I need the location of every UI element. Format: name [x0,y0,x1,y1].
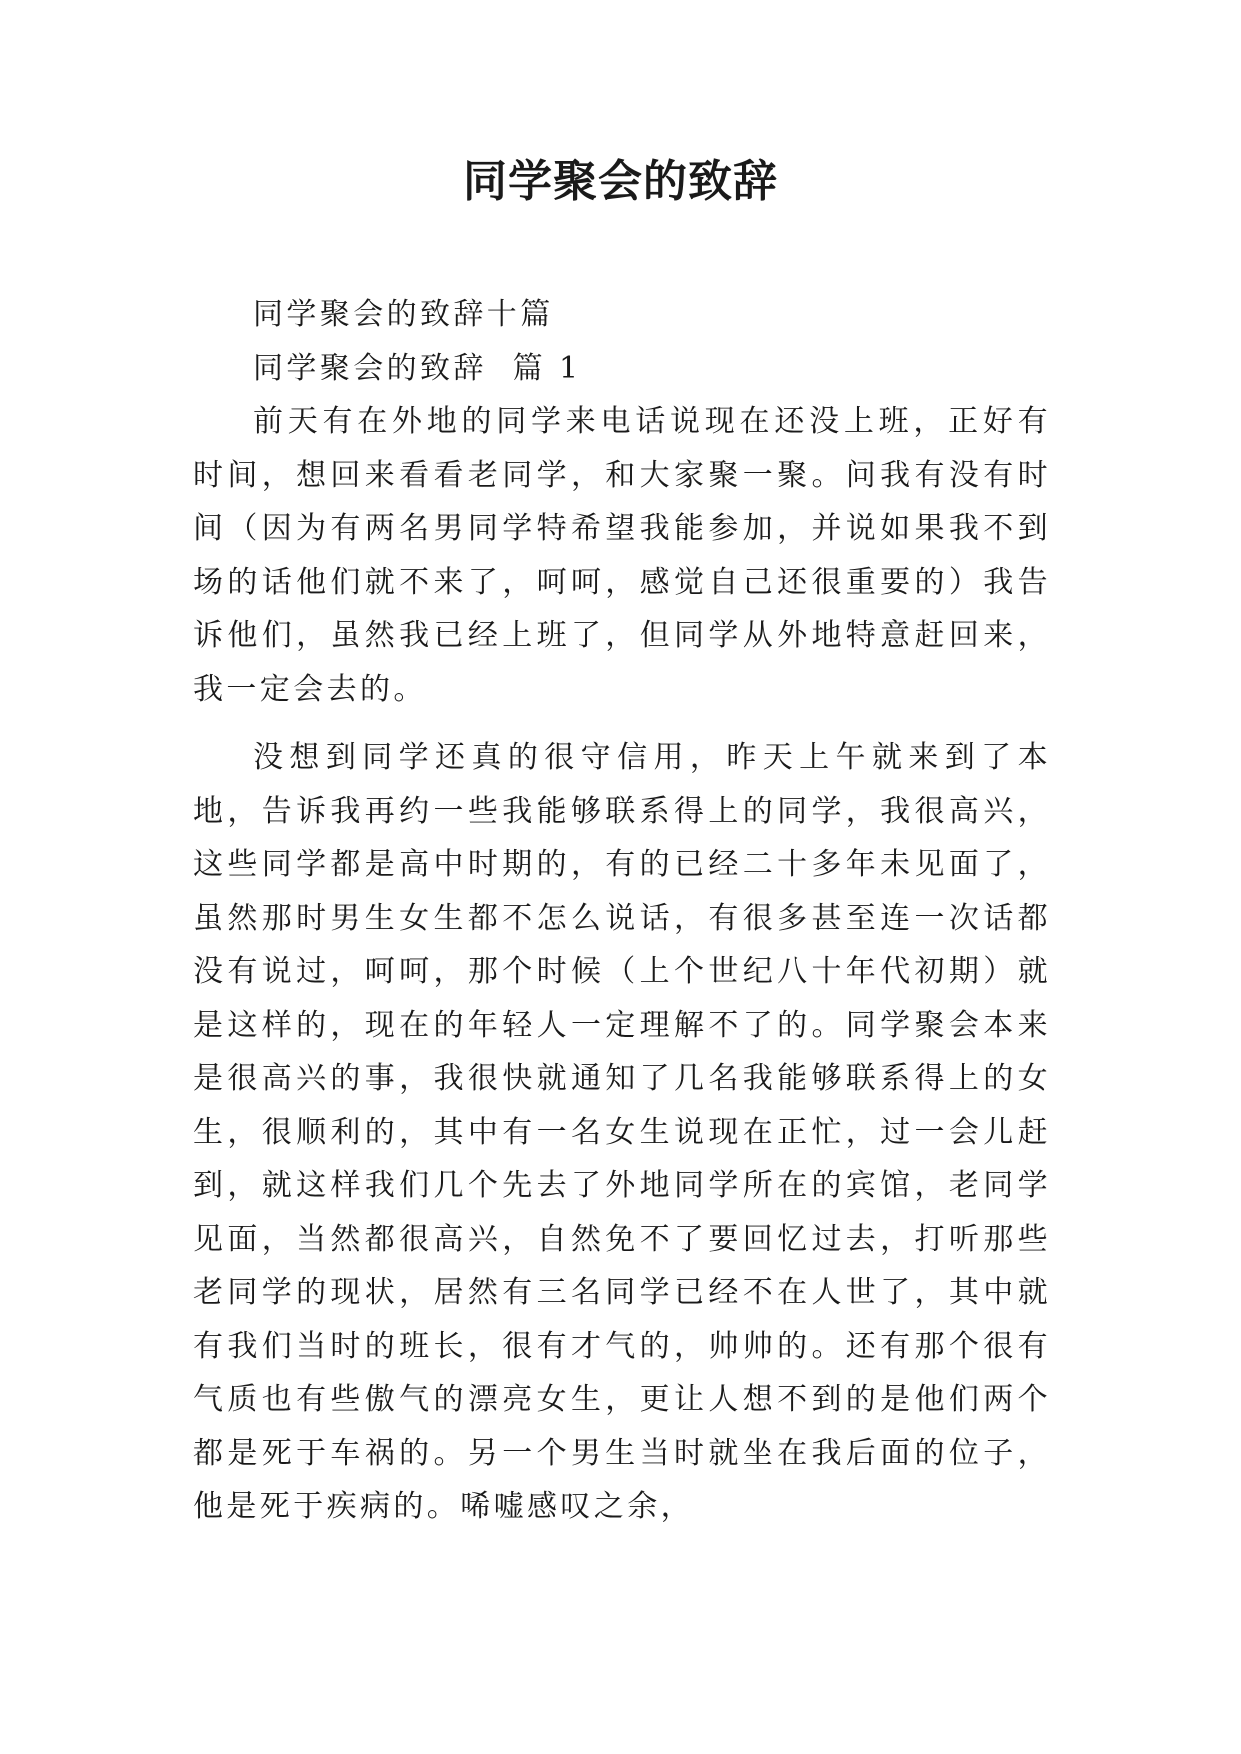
document-body [193,288,1051,1534]
section-heading: 同学聚会的致辞 篇 1 [253,350,582,386]
paragraph: 没想到同学还真的很守信用，昨天上午就来到了本地，告诉我再约一些我能够联系得上的同学，我很高兴，这些同学都是高中时期的，有的已经二十多年未见面了，虽然那时男生女生都不怎么说话，有很多甚至连一次话都没有说过，呵呵，那个时候（上个世纪八十年代初期）就是这样的，现在的年轻人一定理解不了的。同学聚会本来是很高兴的事，我很快就通知了几名我能够联系得上的女生，很顺利的，其中有一名女生说现在正忙，过一会儿赶到，就这样我们几个先去了外地同学所在的宾馆，老同学见面，当然都很高兴，自然免不了要回忆过去，打听那些老同学的现状，居然有三名同学已经不在人世了，其中就有我们当时的班长，很有才气的，帅帅的。还有那个很有气质也有些傲气的漂亮女生，更让人想不到的是他们两个都是死于车祸的。另一个男生当时就坐在我后面的位子，他是死于疾病的。唏嘘感叹之余， [193,740,1051,1524]
document-subtitle: 同学聚会的致辞十篇 [253,297,554,332]
document-title: 同学聚会的致辞 [463,156,778,207]
paragraph: 前天有在外地的同学来电话说现在还没上班，正好有时间，想回来看看老同学，和大家聚一聚。问我有没有时间（因为有两名男同学特希望我能参加，并说如果我不到场的话他们就不来了，呵呵，感觉自己还很重要的）我告诉他们，虽然我已经上班了，但同学从外地特意赶回来，我一定会去的。 [193,404,1051,707]
